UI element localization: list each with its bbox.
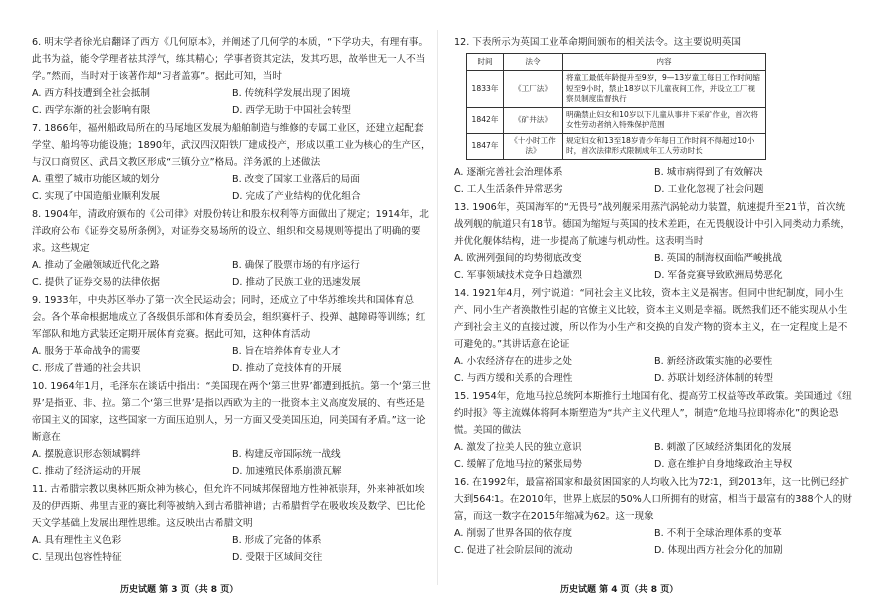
law-name: 《工厂法》	[504, 71, 563, 108]
left-page-column	[32, 34, 432, 567]
page-divider	[437, 30, 438, 585]
answer-option-b: B. 旨在培养体育专业人才	[232, 346, 341, 357]
answer-option-c: C. 实现了中国造船业顺利发展	[32, 191, 160, 202]
law-table-header-row	[467, 54, 766, 71]
answer-option-d: D. 西学无助于中国社会转型	[232, 105, 352, 116]
answer-option-b: B. 改变了国家工业落后的局面	[232, 174, 360, 185]
answer-option-c: C. 工人生活条件异常恶劣	[454, 183, 563, 195]
answer-options	[32, 85, 432, 119]
question-text: 10. 1964年1月，毛泽东在谈话中指出：“美国现在两个‘第三世界’都遭到抵抗。第一个‘第三世界’是指亚、非、拉。第二个‘第三世界’是指以西欧为主的一批资本主义高度发展的、有些还是帝国主义的国家，这些国家一方面压迫别人，另一方面又受美国压迫，同美国有矛盾。”这一论断意在	[32, 381, 431, 443]
question-item	[32, 120, 432, 205]
answer-options	[32, 171, 432, 205]
question-text: 16. 在1992年，最富裕国家和最贫困国家的人均收入比为72∶1，到2013年，这一比例已经扩大到564∶1。在2010年，世界上底层的50%人口所拥有的财富，相当于最富有的388个人的财富，而这一数字在2015年缩减为62。这一现象	[454, 476, 852, 522]
answer-option-d: D. 完成了产业结构的优化组合	[232, 191, 361, 202]
answer-option-d: D. 苏联计划经济体制的转型	[654, 372, 774, 384]
answer-option-d: D. 受限于区域间交往	[232, 552, 323, 563]
answer-options	[454, 525, 854, 559]
right-page-column	[454, 34, 854, 560]
answer-option-b: B. 英国的制海权面临严峻挑战	[654, 252, 782, 264]
question-12	[454, 34, 854, 198]
question-item	[454, 285, 854, 387]
left-question-list	[32, 34, 432, 566]
answer-option-c: C. 提供了证券交易的法律依据	[32, 277, 160, 288]
answer-option-d: D. 加速殖民体系崩溃瓦解	[232, 466, 342, 477]
question-text: 13. 1906年，英国海军的“无畏号”战列舰采用蒸汽涡轮动力装置，航速提升至21节，首次统战列舰的航道只有18节。德国为缩短与英国的技术差距，在无畏舰设计中引入同类动力系统，并优化舰体结构，进一步提高了航速与机动性。这表明当时	[454, 201, 850, 247]
law-year: 1847年	[467, 133, 504, 159]
answer-option-b: B. 刺激了区域经济集团化的发展	[654, 441, 792, 453]
law-content: 规定妇女和13至18岁青少年每日工作时间不得超过10小时，首次法律形式限制成年工人劳动时长	[563, 133, 766, 159]
question-text: 11. 古希腊宗教以奥林匹斯众神为核心，但允许不同城邦保留地方性神祇崇拜，外来神祇如埃及的伊西斯、弗里吉亚的赛比利等被纳入到古希腊神谱；古希腊哲学在吸收埃及数学、巴比伦天文学基础上发展出理性思维。这反映出古希腊文明	[32, 484, 426, 529]
answer-option-a: A. 服务于革命战争的需要	[32, 346, 141, 357]
answer-option-c: C. 军事领域技术竞争日趋激烈	[454, 269, 582, 281]
answer-option-d: D. 军备竞赛导致欧洲局势恶化	[654, 269, 783, 281]
answer-options	[454, 439, 854, 473]
law-content: 将童工最低年龄提升至9岁，9—13岁童工每日工作时间缩短至9小时，禁止18岁以下儿童夜间工作，并设立工厂视察员制度监督执行	[563, 71, 766, 108]
answer-option-c: C. 促进了社会阶层间的流动	[454, 544, 573, 556]
answer-options	[32, 532, 432, 566]
answer-option-a: A. 逐渐完善社会治理体系	[454, 166, 563, 178]
header-cell-year: 时间	[467, 54, 504, 71]
answer-option-a: A. 具有理性主义色彩	[32, 535, 122, 546]
answer-option-c: C. 形成了普通的社会共识	[32, 363, 141, 374]
law-table-row	[467, 133, 766, 159]
answer-options	[454, 353, 854, 387]
answer-option-d: D. 体现出西方社会分化的加剧	[654, 544, 783, 556]
question-item	[32, 481, 432, 566]
answer-option-b: B. 新经济政策实施的必要性	[654, 355, 773, 367]
page-footer-left: 历史试题 第 3 页（共 8 页）	[120, 585, 239, 595]
answer-options	[454, 250, 854, 284]
answer-options	[454, 164, 854, 198]
answer-option-c: C. 西学东渐的社会影响有限	[32, 105, 151, 116]
answer-option-b: B. 传统科学发展出现了困境	[232, 88, 351, 99]
question-item	[454, 388, 854, 473]
answer-option-a: A. 重塑了城市功能区域的划分	[32, 174, 160, 185]
page-footer-right: 历史试题 第 4 页（共 8 页）	[560, 585, 679, 595]
answer-option-b: B. 构建反帝国际统一战线	[232, 449, 341, 460]
answer-option-a: A. 小农经济存在的进步之处	[454, 355, 573, 367]
answer-option-c: C. 缓解了危地马拉的紧张局势	[454, 458, 582, 470]
answer-option-c: C. 与西方缓和关系的合理性	[454, 372, 573, 384]
answer-option-d: D. 推动了民族工业的迅速发展	[232, 277, 361, 288]
law-name: 《矿井法》	[504, 107, 563, 133]
answer-option-b: B. 形成了完备的体系	[232, 535, 322, 546]
question-item	[454, 474, 854, 559]
question-text: 7. 1866年，福州船政局所在的马尾地区发展为船舶制造与维修的专属工业区，还建立起配套学堂、船坞等功能设施；1890年，武汉四汉阳铁厂建成投产，形成以重工业为核心的生产区，与汉口商贸区、武昌文教区形成“三镇分立”格局。洋务派的上述做法	[32, 123, 431, 168]
header-cell-law: 法令	[504, 54, 563, 71]
answer-option-b: B. 确保了股票市场的有序运行	[232, 260, 360, 271]
answer-options	[32, 343, 432, 377]
question-text: 14. 1921年4月，列宁说道：“同社会主义比较，资本主义是祸害。但同中世纪制度，同小生产、同小生产者涣散性引起的官僚主义比较，资本主义则是幸福。既然我们还不能实现从小生产到社会主义的直接过渡，所以作为小生产和交换的自发产物的资本主义，在一定程度上是不可避免的。”其讲话意在论证	[454, 287, 848, 350]
question-item	[454, 199, 854, 284]
law-name: 《十小时工作法》	[504, 133, 563, 159]
question-item	[32, 206, 432, 291]
question-text: 8. 1904年，清政府颁布的《公司律》对股份转让和股东权利等方面做出了规定；1914年，北洋政府公布《证券交易所条例》，对证券交易场所的设立、组织和交易规则等提出了明确的要求。这些规定	[32, 209, 429, 254]
question-item	[32, 378, 432, 480]
answer-options	[32, 446, 432, 480]
answer-option-b: B. 城市病得到了有效解决	[654, 166, 763, 178]
question-text: 6. 明末学者徐光启翻译了西方《几何原本》，并阐述了几何学的本质，“下学功夫，有理有事。此书为益，能令学理者祛其浮气，练其精心；学事者资其定法，发其巧思，故举世无一人不当学。”然而，当时对于该著作却“习者盖寡”。据此可知，当时	[32, 37, 429, 82]
answer-option-a: A. 推动了金融领域近代化之路	[32, 260, 160, 271]
answer-option-c: C. 推动了经济运动的开展	[32, 466, 141, 477]
answer-option-d: D. 意在维护自身地缘政治主导权	[654, 458, 793, 470]
law-year: 1833年	[467, 71, 504, 108]
answer-option-a: A. 西方科技遭到全社会抵制	[32, 88, 151, 99]
answer-option-a: A. 激发了拉美人民的独立意识	[454, 441, 582, 453]
right-question-list	[454, 199, 854, 559]
question-text: 15. 1954年，危地马拉总统阿本斯推行土地国有化、提高劳工权益等改革政策。美国通过《纽约时报》等主流媒体将阿本斯塑造为“共产主义代理人”，制造“危地马拉即将赤化”的舆论恐慌。美国的做法	[454, 390, 852, 436]
answer-option-a: A. 削弱了世界各国的依存度	[454, 527, 573, 539]
question-text: 9. 1933年，中央苏区举办了第一次全民运动会；同时，还成立了中华苏维埃共和国体育总会。各个革命根据地成立了各级俱乐部和体育委员会，组织赛杆子、投弹、越障碍等训练；红军部队和地方武装还定期开展体育竞赛。据此可知，这种体育活动	[32, 295, 426, 340]
question-text: 12. 下表所示为英国工业革命期间颁布的相关法令。这主要说明英国	[454, 37, 741, 48]
answer-option-a: A. 欧洲列强间的均势彻底改变	[454, 252, 582, 264]
law-content: 明确禁止妇女和10岁以下儿童从事井下采矿作业，首次将女性劳动者纳入特殊保护范围	[563, 107, 766, 133]
law-table-row	[467, 107, 766, 133]
answer-option-a: A. 摆脱意识形态领域羁绊	[32, 449, 141, 460]
answer-option-b: B. 不利于全球治理体系的变革	[654, 527, 782, 539]
law-table	[466, 53, 766, 160]
answer-option-c: C. 呈现出包容性特征	[32, 552, 122, 563]
question-item	[32, 34, 432, 119]
question-item	[32, 292, 432, 377]
answer-option-d: D. 工业化忽视了社会问题	[654, 183, 764, 195]
law-table-row	[467, 71, 766, 108]
answer-options	[32, 257, 432, 291]
law-year: 1842年	[467, 107, 504, 133]
answer-option-d: D. 推动了竞技体育的开展	[232, 363, 342, 374]
header-cell-content: 内容	[563, 54, 766, 71]
